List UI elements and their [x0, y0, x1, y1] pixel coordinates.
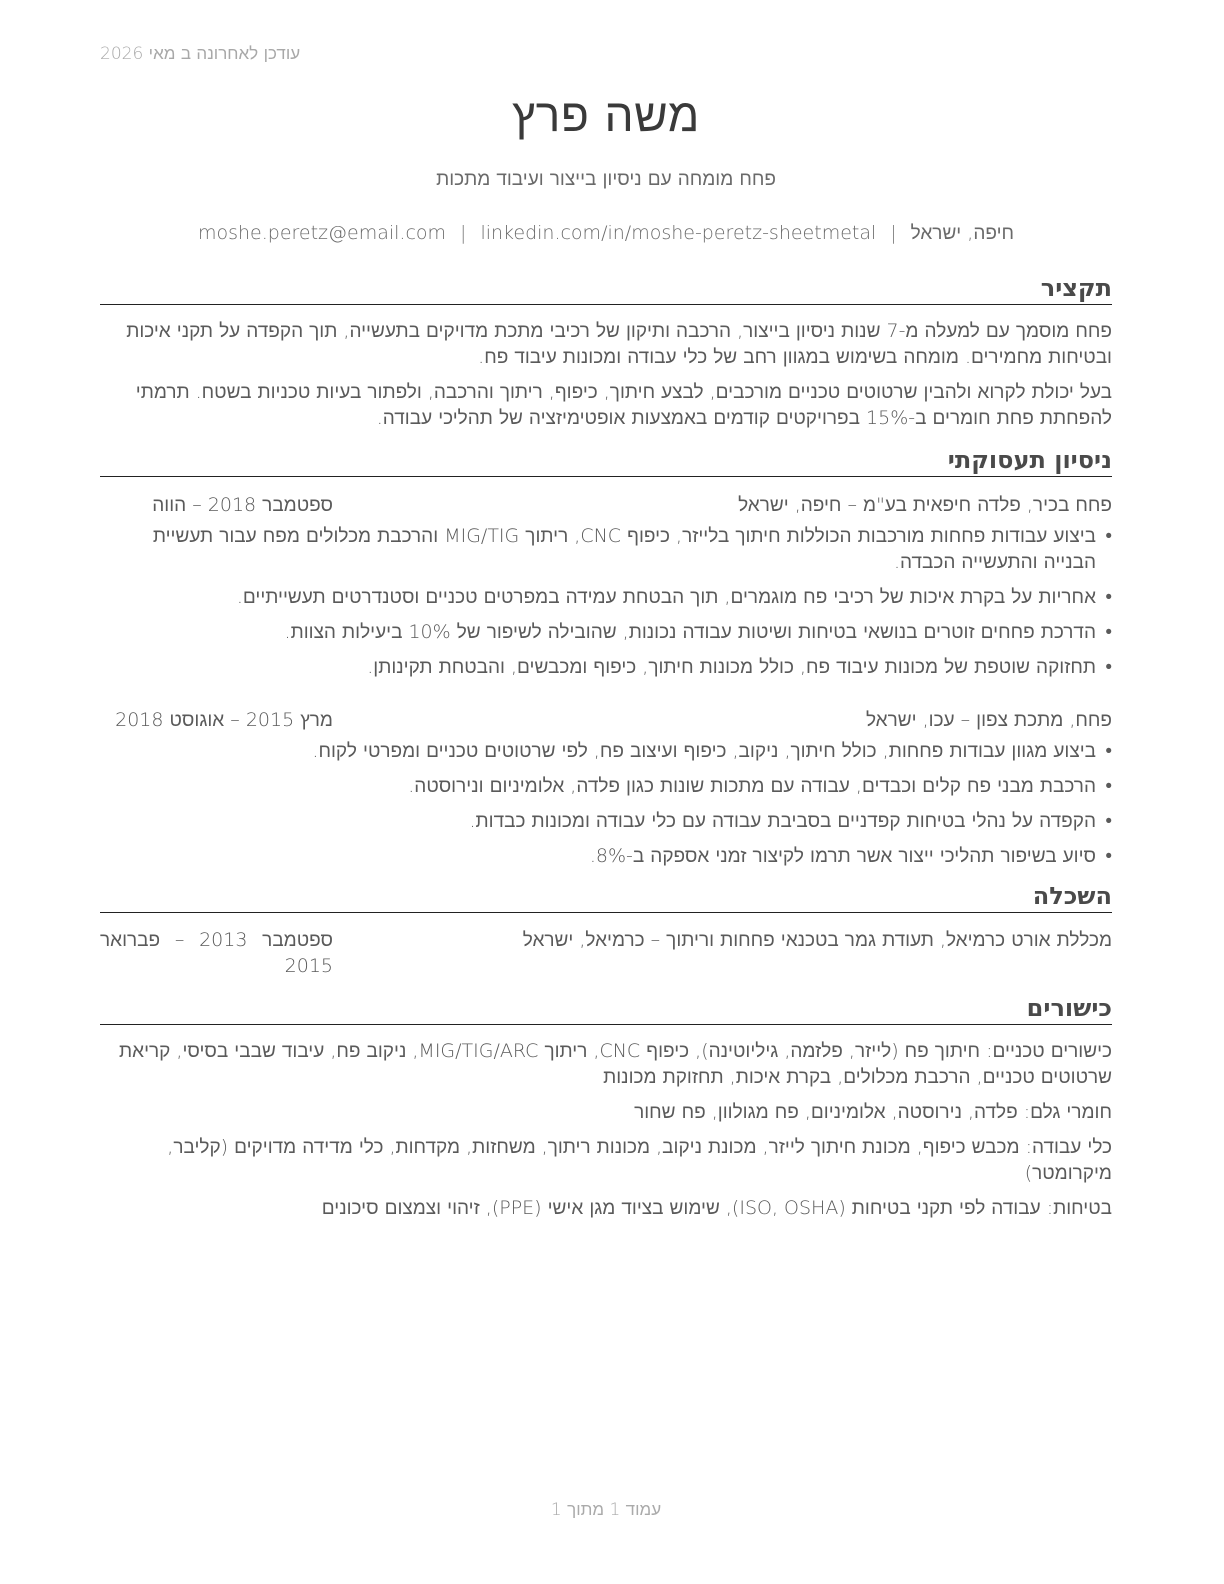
job-header	[100, 491, 1112, 519]
education-section	[100, 882, 1112, 983]
contact-linkedin[interactable]: linkedin.com/in/moshe-peretz-sheetmetal	[480, 222, 877, 244]
contact-line	[100, 222, 1112, 245]
skills-line: בטיחות: עבודה לפי תקני בטיחות (ISO, OSHA), שימוש בציוד מגן אישי (PPE), זיהוי וצמצום סיכונים	[321, 1197, 1112, 1219]
job-bullets	[100, 523, 1112, 680]
candidate-headline: פחח מומחה עם ניסיון בייצור ועיבוד מתכות	[436, 168, 776, 190]
last-updated: עודכן לאחרונה ב מאי 2026	[100, 44, 301, 64]
summary-paragraph: בעל יכולת לקרוא ולהבין שרטוטים טכניים מורכבים, לבצע חיתוך, כיפוף, ריתוך והרכבה, ולפתור בעיות טכניות בשטח. תרמתי להפחתת פחת חומרים ב-15% בפרויקטים קודמים באמצעות אופטימיזציה של תהליכי עבודה.	[135, 381, 1112, 429]
experience-section	[100, 446, 1112, 869]
job-title: פחח בכיר, פלדה חיפאית בע"מ – חיפה, ישראל	[738, 494, 1112, 516]
job-bullet: • הקפדה על נהלי בטיחות קפדניים בסביבת עבודה עם כלי עבודה ומכונות כבדות.	[100, 808, 1112, 834]
candidate-name: משה פרץ	[512, 88, 700, 142]
contact-separator: |	[890, 222, 897, 244]
education-entry	[100, 927, 1112, 983]
section-title-summary: תקציר	[100, 274, 1112, 305]
skills-line: כישורים טכניים: חיתוך פח (לייזר, פלזמה, גיליוטינה), כיפוף CNC, ריתוך MIG/TIG/ARC, ניקוב פח, עיבוד שבבי בסיסי, קריאת שרטוטים טכניים, הרכבת מכלולים, בקרת איכות, תחזוקת מכונות	[119, 1040, 1112, 1088]
job-bullet: • אחריות על בקרת איכות של רכיבי פח מוגמרים, תוך הבטחת עמידה במפרטים טכניים וסטנדרטים תעשייתיים.	[100, 584, 1112, 610]
job-dates: מרץ 2015 – אוגוסט 2018	[115, 709, 333, 731]
job-bullet: • סיוע בשיפור תהליכי ייצור אשר תרמו לקיצור זמני אספקה ב-8%.	[100, 843, 1112, 869]
skills-line: חומרי גלם: פלדה, נירוסטה, אלומיניום, פח מגולוון, פח שחור	[634, 1101, 1112, 1123]
job-dates: ספטמבר 2018 – הווה	[152, 494, 333, 516]
contact-email[interactable]: moshe.peretz@email.com	[197, 222, 447, 244]
skills-line: כלי עבודה: מכבש כיפוף, מכונת חיתוך לייזר, מכונת ניקוב, מכונות ריתוך, משחזות, מקדחות, כלי מדידה מדויקים (קליבר, מיקרומטר)	[167, 1136, 1112, 1184]
section-title-skills: כישורים	[100, 994, 1112, 1025]
job-bullet: • הדרכת פחחים זוטרים בנושאי בטיחות ושיטות עבודה נכונות, שהובילה לשיפור של 10% ביעילות הצוות.	[100, 619, 1112, 645]
education-title: מכללת אורט כרמיאל, תעודת גמר בטכנאי פחחות וריתוך – כרמיאל, ישראל	[522, 929, 1112, 951]
job-title: פחח, מתכת צפון – עכו, ישראל	[865, 709, 1112, 731]
education-dates: ספטמבר 2013 – פברואר 2015	[100, 929, 333, 977]
contact-location: חיפה, ישראל	[910, 222, 1015, 244]
summary-paragraph: פחח מוסמך עם למעלה מ-7 שנות ניסיון בייצור, הרכבה ותיקון של רכיבי מתכת מדויקים בתעשייה, תוך הקפדה על תקני איכות ובטיחות מחמירים. מומחה בשימוש במגוון רחב של כלי עבודה ומכונות עיבוד פח.	[126, 320, 1112, 368]
job-entry	[100, 706, 1112, 869]
job-bullets	[100, 738, 1112, 869]
job-bullet: • ביצוע מגוון עבודות פחחות, כולל חיתוך, ניקוב, כיפוף ועיצוב פח, לפי שרטוטים טכניים ומפרטי לקוח.	[100, 738, 1112, 764]
job-bullet: • תחזוקה שוטפת של מכונות עיבוד פח, כולל מכונות חיתוך, כיפוף ומכבשים, והבטחת תקינותן.	[100, 654, 1112, 680]
job-entry	[100, 491, 1112, 680]
section-title-experience: ניסיון תעסוקתי	[100, 446, 1112, 477]
job-header	[100, 706, 1112, 734]
skills-section	[100, 994, 1112, 1221]
resume-page	[100, 0, 1112, 1584]
contact-separator: |	[460, 222, 467, 244]
summary-section	[100, 274, 1112, 431]
section-title-education: השכלה	[100, 882, 1112, 913]
job-bullet: • הרכבת מבני פח קלים וכבדים, עבודה עם מתכות שונות כגון פלדה, אלומיניום ונירוסטה.	[100, 773, 1112, 799]
page-number: עמוד 1 מתוך 1	[550, 1500, 662, 1520]
job-bullet: • ביצוע עבודות פחחות מורכבות הכוללות חיתוך בלייזר, כיפוף CNC, ריתוך MIG/TIG והרכבת מכלולים מפח עבור תעשיית הבנייה והתעשייה הכבדה.	[100, 523, 1112, 575]
